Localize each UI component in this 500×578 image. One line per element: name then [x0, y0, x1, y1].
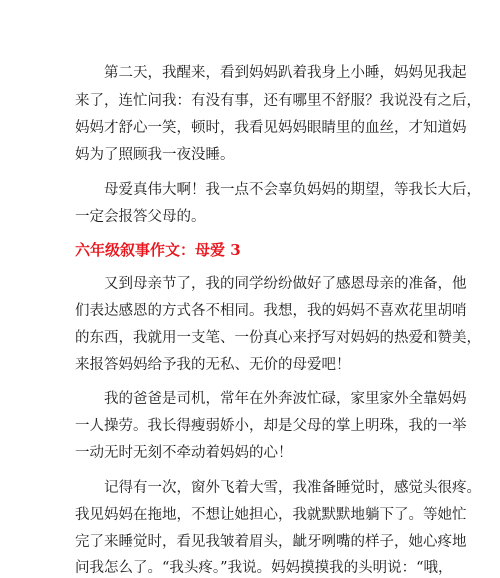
text-line: 一动无时无刻不牵动着妈妈的心！	[75, 445, 293, 461]
text-line: 一定会报答父母的。	[75, 209, 206, 225]
text-line: 母爱真伟大啊！我一点不会辜负妈妈的期望，等我长大后，	[75, 182, 481, 198]
text-line: 我的爸爸是司机，常年在外奔波忙碌，家里家外全靠妈妈	[75, 391, 467, 407]
text-line: 们表达感恩的方式各不相同。我想，我的妈妈不喜欢花里胡哨	[75, 303, 467, 319]
text-line: 一人操劳。我长得瘦弱娇小，却是父母的掌上明珠，我的一举	[75, 418, 467, 434]
text-line: 妈妈才舒心一笑，顿时，我看见妈妈眼睛里的血丝，才知道妈	[75, 120, 467, 136]
text-line: 来报答妈妈给予我的无私、无价的母爱吧！	[75, 357, 351, 373]
text-line: 我见妈妈在拖地，不想让她担心，我就默默地躺下了。等她忙	[75, 507, 467, 523]
text-line: 第二天，我醒来，看到妈妈趴着我身上小睡，妈妈见我起	[75, 65, 467, 81]
text-line: 来了，连忙问我：有没有事，还有哪里不舒服？我说没有之后，	[75, 93, 481, 109]
text-line: 记得有一次，窗外飞着大雪，我准备睡觉时，感觉头很疼。	[75, 480, 481, 496]
text-line: 又到母亲节了，我的同学纷纷做好了感恩母亲的准备，他	[75, 276, 467, 292]
section-heading: 六年级叙事作文：母爱 3	[75, 241, 241, 259]
text-line: 的东西，我就用一支笔、一份真心来抒写对妈妈的热爱和赞美，	[75, 330, 481, 346]
text-line: 完了来睡觉时，看见我皱着眉头，龇牙咧嘴的样子，她心疼地	[75, 534, 467, 550]
text-line: 问我怎么了。“我头疼。”我说。妈妈摸摸我的头明说：“哦，	[75, 560, 453, 576]
text-line: 妈为了照顾我一夜没睡。	[75, 147, 235, 163]
